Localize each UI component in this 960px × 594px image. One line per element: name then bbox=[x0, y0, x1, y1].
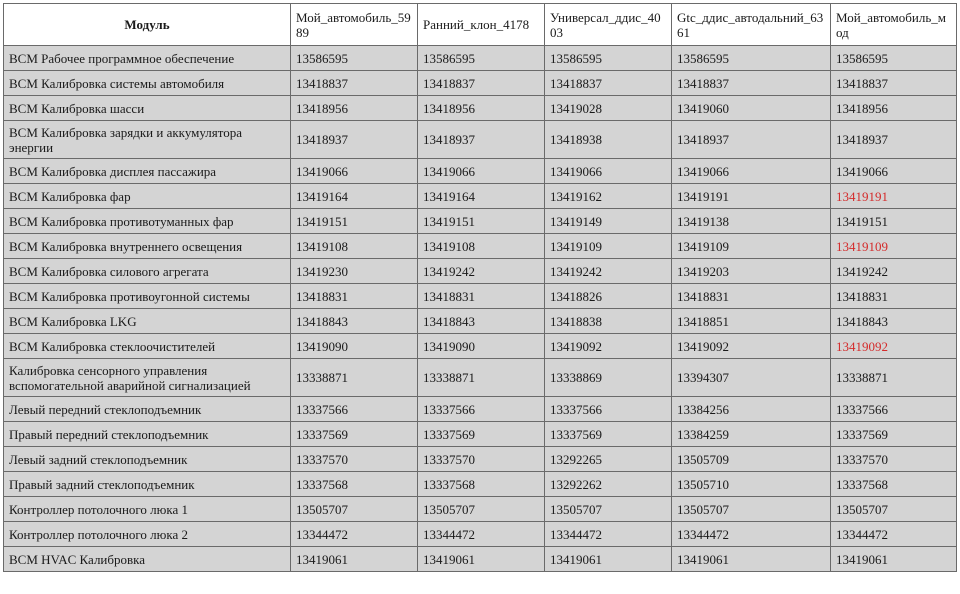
version-cell: 13418837 bbox=[418, 71, 545, 96]
version-cell: 13418937 bbox=[418, 121, 545, 159]
version-cell: 13419203 bbox=[672, 259, 831, 284]
version-cell: 13418837 bbox=[672, 71, 831, 96]
module-name-cell: BCM HVAC Калибровка bbox=[4, 547, 291, 572]
table-row bbox=[4, 547, 957, 572]
version-cell: 13344472 bbox=[291, 522, 418, 547]
version-cell: 13337570 bbox=[831, 447, 957, 472]
version-cell: 13419061 bbox=[831, 547, 957, 572]
version-cell: 13337570 bbox=[291, 447, 418, 472]
version-cell: 13338871 bbox=[418, 359, 545, 397]
version-cell: 13505710 bbox=[672, 472, 831, 497]
version-cell: 13337569 bbox=[831, 422, 957, 447]
module-version-table bbox=[3, 3, 957, 572]
table-row bbox=[4, 334, 957, 359]
table-row bbox=[4, 159, 957, 184]
version-cell: 13419061 bbox=[291, 547, 418, 572]
version-cell: 13292262 bbox=[545, 472, 672, 497]
version-cell: 13419191 bbox=[831, 184, 957, 209]
version-cell: 13505707 bbox=[672, 497, 831, 522]
table-row bbox=[4, 309, 957, 334]
table-row bbox=[4, 234, 957, 259]
version-cell: 13586595 bbox=[672, 46, 831, 71]
version-cell: 13419109 bbox=[545, 234, 672, 259]
module-name-cell: Левый передний стеклоподъемник bbox=[4, 397, 291, 422]
version-cell: 13418843 bbox=[291, 309, 418, 334]
version-cell: 13505707 bbox=[418, 497, 545, 522]
version-cell: 13418937 bbox=[831, 121, 957, 159]
version-cell: 13419149 bbox=[545, 209, 672, 234]
version-cell: 13419092 bbox=[672, 334, 831, 359]
version-cell: 13419061 bbox=[545, 547, 672, 572]
version-cell: 13586595 bbox=[291, 46, 418, 71]
version-cell: 13419151 bbox=[418, 209, 545, 234]
table-row bbox=[4, 209, 957, 234]
module-name-cell: Калибровка сенсорного управления вспомогательной аварийной сигнализацией bbox=[4, 359, 291, 397]
module-name-cell: Контроллер потолочного люка 1 bbox=[4, 497, 291, 522]
table-row bbox=[4, 497, 957, 522]
version-cell: 13394307 bbox=[672, 359, 831, 397]
version-cell: 13419242 bbox=[418, 259, 545, 284]
version-cell: 13419066 bbox=[831, 159, 957, 184]
version-cell: 13419066 bbox=[418, 159, 545, 184]
table-row bbox=[4, 422, 957, 447]
module-name-cell: Правый передний стеклоподъемник bbox=[4, 422, 291, 447]
table-row bbox=[4, 359, 957, 397]
version-cell: 13419164 bbox=[418, 184, 545, 209]
version-cell: 13419151 bbox=[291, 209, 418, 234]
module-name-cell: BCM Калибровка дисплея пассажира bbox=[4, 159, 291, 184]
module-name-cell: Правый задний стеклоподъемник bbox=[4, 472, 291, 497]
version-cell: 13418851 bbox=[672, 309, 831, 334]
version-cell: 13418938 bbox=[545, 121, 672, 159]
version-cell: 13586595 bbox=[545, 46, 672, 71]
module-name-cell: BCM Калибровка зарядки и аккумулятора энергии bbox=[4, 121, 291, 159]
table-row bbox=[4, 447, 957, 472]
version-cell: 13505707 bbox=[291, 497, 418, 522]
version-cell: 13337568 bbox=[831, 472, 957, 497]
version-cell: 13419090 bbox=[291, 334, 418, 359]
module-name-cell: BCM Калибровка LKG bbox=[4, 309, 291, 334]
version-cell: 13505707 bbox=[545, 497, 672, 522]
table-row bbox=[4, 46, 957, 71]
header-col-3: Универсал_ддис_4003 bbox=[545, 4, 672, 46]
version-cell: 13344472 bbox=[672, 522, 831, 547]
version-cell: 13419061 bbox=[672, 547, 831, 572]
version-cell: 13344472 bbox=[418, 522, 545, 547]
version-cell: 13418956 bbox=[291, 96, 418, 121]
table-row bbox=[4, 259, 957, 284]
table-row bbox=[4, 184, 957, 209]
version-cell: 13418843 bbox=[418, 309, 545, 334]
version-cell: 13418837 bbox=[831, 71, 957, 96]
version-cell: 13338871 bbox=[831, 359, 957, 397]
module-name-cell: BCM Калибровка стеклоочистителей bbox=[4, 334, 291, 359]
version-cell: 13419109 bbox=[672, 234, 831, 259]
module-name-cell: BCM Рабочее программное обеспечение bbox=[4, 46, 291, 71]
table-row bbox=[4, 71, 957, 96]
table-row bbox=[4, 284, 957, 309]
version-cell: 13344472 bbox=[545, 522, 672, 547]
version-cell: 13419066 bbox=[672, 159, 831, 184]
version-cell: 13419230 bbox=[291, 259, 418, 284]
module-name-cell: Левый задний стеклоподъемник bbox=[4, 447, 291, 472]
header-col-1: Мой_автомобиль_5989 bbox=[291, 4, 418, 46]
module-name-cell: BCM Калибровка противоугонной системы bbox=[4, 284, 291, 309]
version-cell: 13419092 bbox=[831, 334, 957, 359]
version-cell: 13418831 bbox=[672, 284, 831, 309]
version-cell: 13384256 bbox=[672, 397, 831, 422]
module-name-cell: BCM Калибровка противотуманных фар bbox=[4, 209, 291, 234]
module-name-cell: Контроллер потолочного люка 2 bbox=[4, 522, 291, 547]
version-cell: 13418937 bbox=[672, 121, 831, 159]
version-cell: 13337569 bbox=[291, 422, 418, 447]
version-cell: 13418831 bbox=[291, 284, 418, 309]
version-cell: 13505707 bbox=[831, 497, 957, 522]
version-cell: 13337566 bbox=[831, 397, 957, 422]
version-cell: 13337570 bbox=[418, 447, 545, 472]
version-cell: 13344472 bbox=[831, 522, 957, 547]
version-cell: 13419164 bbox=[291, 184, 418, 209]
version-cell: 13418838 bbox=[545, 309, 672, 334]
version-cell: 13419109 bbox=[831, 234, 957, 259]
version-cell: 13419242 bbox=[545, 259, 672, 284]
header-module: Модуль bbox=[4, 4, 291, 46]
module-version-table-container bbox=[3, 3, 957, 572]
version-cell: 13419066 bbox=[291, 159, 418, 184]
version-cell: 13337568 bbox=[291, 472, 418, 497]
version-cell: 13418956 bbox=[418, 96, 545, 121]
version-cell: 13292265 bbox=[545, 447, 672, 472]
version-cell: 13419108 bbox=[418, 234, 545, 259]
version-cell: 13586595 bbox=[418, 46, 545, 71]
table-row bbox=[4, 121, 957, 159]
version-cell: 13419162 bbox=[545, 184, 672, 209]
version-cell: 13418826 bbox=[545, 284, 672, 309]
version-cell: 13586595 bbox=[831, 46, 957, 71]
header-col-2: Ранний_клон_4178 bbox=[418, 4, 545, 46]
table-header bbox=[4, 4, 957, 46]
version-cell: 13418831 bbox=[418, 284, 545, 309]
version-cell: 13418843 bbox=[831, 309, 957, 334]
version-cell: 13418831 bbox=[831, 284, 957, 309]
table-row bbox=[4, 397, 957, 422]
version-cell: 13337569 bbox=[418, 422, 545, 447]
table-row bbox=[4, 522, 957, 547]
version-cell: 13418956 bbox=[831, 96, 957, 121]
header-col-5: Мой_автомобиль_мод bbox=[831, 4, 957, 46]
version-cell: 13418837 bbox=[545, 71, 672, 96]
version-cell: 13337568 bbox=[418, 472, 545, 497]
version-cell: 13337569 bbox=[545, 422, 672, 447]
version-cell: 13419061 bbox=[418, 547, 545, 572]
version-cell: 13505709 bbox=[672, 447, 831, 472]
module-name-cell: BCM Калибровка внутреннего освещения bbox=[4, 234, 291, 259]
version-cell: 13419028 bbox=[545, 96, 672, 121]
version-cell: 13419108 bbox=[291, 234, 418, 259]
version-cell: 13338871 bbox=[291, 359, 418, 397]
version-cell: 13419060 bbox=[672, 96, 831, 121]
version-cell: 13337566 bbox=[545, 397, 672, 422]
version-cell: 13337566 bbox=[291, 397, 418, 422]
version-cell: 13384259 bbox=[672, 422, 831, 447]
version-cell: 13418937 bbox=[291, 121, 418, 159]
version-cell: 13337566 bbox=[418, 397, 545, 422]
header-row bbox=[4, 4, 957, 46]
table-row bbox=[4, 96, 957, 121]
header-col-4: Gtc_ддис_автодальний_6361 bbox=[672, 4, 831, 46]
version-cell: 13419151 bbox=[831, 209, 957, 234]
version-cell: 13338869 bbox=[545, 359, 672, 397]
module-name-cell: BCM Калибровка фар bbox=[4, 184, 291, 209]
version-cell: 13418837 bbox=[291, 71, 418, 96]
version-cell: 13419066 bbox=[545, 159, 672, 184]
version-cell: 13419138 bbox=[672, 209, 831, 234]
module-name-cell: BCM Калибровка шасси bbox=[4, 96, 291, 121]
version-cell: 13419191 bbox=[672, 184, 831, 209]
version-cell: 13419242 bbox=[831, 259, 957, 284]
table-row bbox=[4, 472, 957, 497]
table-body bbox=[4, 46, 957, 572]
module-name-cell: BCM Калибровка системы автомобиля bbox=[4, 71, 291, 96]
module-name-cell: BCM Калибровка силового агрегата bbox=[4, 259, 291, 284]
version-cell: 13419090 bbox=[418, 334, 545, 359]
version-cell: 13419092 bbox=[545, 334, 672, 359]
